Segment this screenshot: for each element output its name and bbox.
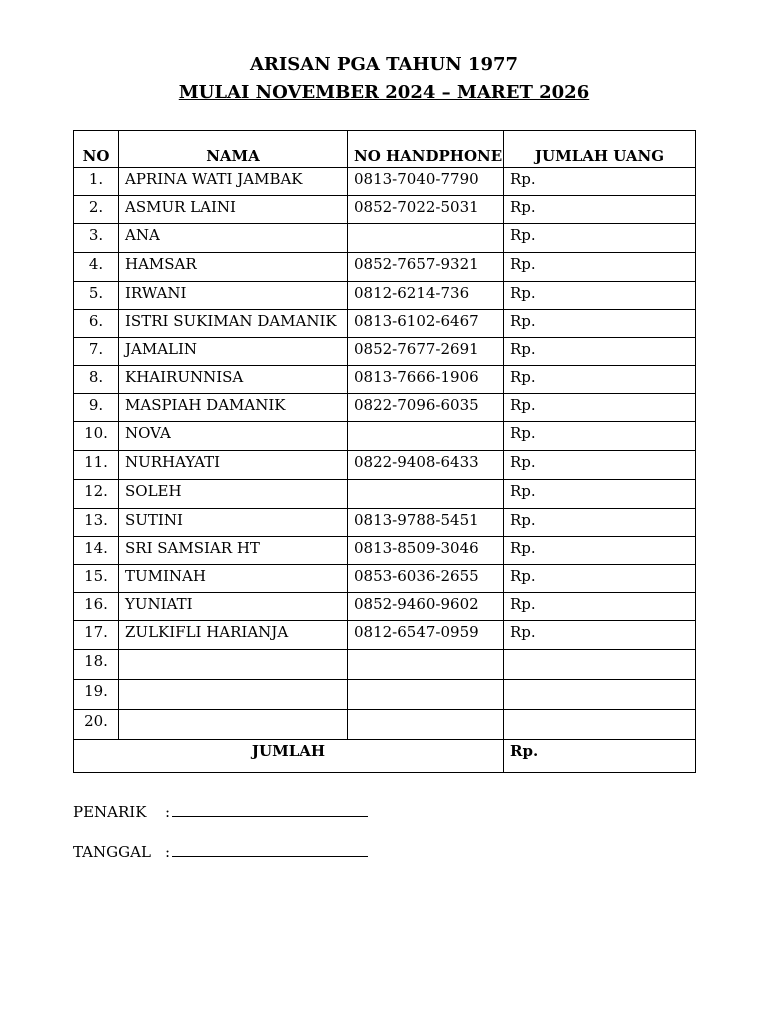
row-no: 3.: [74, 224, 119, 253]
row-jumlah-uang: Rp.: [504, 394, 696, 422]
row-nama: [119, 680, 348, 710]
document-subtitle-text: MULAI NOVEMBER 2024 – MARET 2026: [178, 82, 590, 103]
table-row: [74, 196, 696, 224]
row-no-handphone: [348, 480, 504, 509]
table-row: [74, 710, 696, 740]
penarik-field: [73, 802, 368, 822]
table-row: [74, 680, 696, 710]
table-row: [74, 422, 696, 451]
row-nama: ZULKIFLI HARIANJA: [119, 621, 348, 650]
row-no: 19.: [74, 680, 119, 710]
table-row: [74, 509, 696, 537]
tanggal-separator: :: [165, 843, 171, 861]
table-body: [74, 168, 696, 740]
total-row: [74, 740, 696, 773]
row-no: 2.: [74, 196, 119, 224]
row-jumlah-uang: [504, 710, 696, 740]
tanggal-label: TANGGAL: [73, 843, 151, 861]
row-nama: SOLEH: [119, 480, 348, 509]
row-no: 10.: [74, 422, 119, 451]
tanggal-date-line[interactable]: [172, 842, 368, 857]
header-nama: NAMA: [119, 131, 348, 168]
header-no-handphone: NO HANDPHONE: [348, 131, 504, 168]
row-no-handphone: [348, 650, 504, 680]
penarik-separator: :: [165, 803, 171, 821]
table-row: [74, 565, 696, 593]
row-no: 7.: [74, 338, 119, 366]
row-nama: NURHAYATI: [119, 451, 348, 480]
row-nama: [119, 710, 348, 740]
header-jumlah-uang: JUMLAH UANG: [504, 131, 696, 168]
row-no: 15.: [74, 565, 119, 593]
table-header-row: [74, 131, 696, 168]
row-no: 18.: [74, 650, 119, 680]
table-row: [74, 338, 696, 366]
table-row: [74, 451, 696, 480]
row-nama: TUMINAH: [119, 565, 348, 593]
row-nama: APRINA WATI JAMBAK: [119, 168, 348, 196]
row-no: 14.: [74, 537, 119, 565]
row-jumlah-uang: Rp.: [504, 224, 696, 253]
table-row: [74, 537, 696, 565]
table-row: [74, 480, 696, 509]
row-no-handphone: 0822-9408-6433: [348, 451, 504, 480]
row-no-handphone: [348, 224, 504, 253]
row-no-handphone: [348, 422, 504, 451]
row-no-handphone: 0813-7040-7790: [348, 168, 504, 196]
header-no: NO: [74, 131, 119, 168]
row-no: 16.: [74, 593, 119, 621]
arisan-table: [73, 130, 696, 773]
table-row: [74, 593, 696, 621]
row-nama: ANA: [119, 224, 348, 253]
row-no: 1.: [74, 168, 119, 196]
row-jumlah-uang: Rp.: [504, 565, 696, 593]
row-jumlah-uang: Rp.: [504, 621, 696, 650]
row-no-handphone: [348, 710, 504, 740]
row-no-handphone: 0812-6214-736: [348, 282, 504, 310]
penarik-signature-line[interactable]: [172, 802, 368, 817]
row-no-handphone: 0813-7666-1906: [348, 366, 504, 394]
row-jumlah-uang: Rp.: [504, 196, 696, 224]
row-nama: ASMUR LAINI: [119, 196, 348, 224]
row-nama: MASPIAH DAMANIK: [119, 394, 348, 422]
row-no: 17.: [74, 621, 119, 650]
row-no-handphone: 0852-7677-2691: [348, 338, 504, 366]
row-nama: ISTRI SUKIMAN DAMANIK: [119, 310, 348, 338]
row-no: 6.: [74, 310, 119, 338]
row-no-handphone: [348, 680, 504, 710]
row-nama: HAMSAR: [119, 253, 348, 282]
row-nama: YUNIATI: [119, 593, 348, 621]
penarik-label: PENARIK: [73, 803, 147, 821]
table-row: [74, 650, 696, 680]
row-no-handphone: 0852-9460-9602: [348, 593, 504, 621]
row-nama: SUTINI: [119, 509, 348, 537]
row-nama: JAMALIN: [119, 338, 348, 366]
row-nama: KHAIRUNNISA: [119, 366, 348, 394]
row-no-handphone: 0813-8509-3046: [348, 537, 504, 565]
tanggal-field: [73, 842, 368, 862]
table-row: [74, 282, 696, 310]
table-row: [74, 253, 696, 282]
table-row: [74, 394, 696, 422]
table-row: [74, 224, 696, 253]
row-no: 8.: [74, 366, 119, 394]
row-no: 13.: [74, 509, 119, 537]
row-jumlah-uang: Rp.: [504, 168, 696, 196]
document-subtitle: [0, 82, 768, 104]
row-jumlah-uang: Rp.: [504, 253, 696, 282]
row-jumlah-uang: Rp.: [504, 338, 696, 366]
total-label: JUMLAH: [74, 740, 504, 773]
row-jumlah-uang: [504, 650, 696, 680]
row-jumlah-uang: Rp.: [504, 509, 696, 537]
table-row: [74, 310, 696, 338]
row-jumlah-uang: [504, 680, 696, 710]
row-no-handphone: 0813-6102-6467: [348, 310, 504, 338]
document-title: ARISAN PGA TAHUN 1977: [249, 54, 519, 75]
table-row: [74, 168, 696, 196]
row-no-handphone: 0822-7096-6035: [348, 394, 504, 422]
table-row: [74, 366, 696, 394]
row-nama: [119, 650, 348, 680]
row-jumlah-uang: Rp.: [504, 537, 696, 565]
row-no: 9.: [74, 394, 119, 422]
row-jumlah-uang: Rp.: [504, 593, 696, 621]
row-no: 12.: [74, 480, 119, 509]
row-jumlah-uang: Rp.: [504, 282, 696, 310]
table-row: [74, 621, 696, 650]
row-jumlah-uang: Rp.: [504, 480, 696, 509]
row-nama: NOVA: [119, 422, 348, 451]
row-no-handphone: 0812-6547-0959: [348, 621, 504, 650]
row-nama: IRWANI: [119, 282, 348, 310]
row-jumlah-uang: Rp.: [504, 310, 696, 338]
total-value: Rp.: [504, 740, 696, 773]
row-no: 11.: [74, 451, 119, 480]
row-jumlah-uang: Rp.: [504, 366, 696, 394]
row-jumlah-uang: Rp.: [504, 422, 696, 451]
row-no-handphone: 0852-7022-5031: [348, 196, 504, 224]
row-nama: SRI SAMSIAR HT: [119, 537, 348, 565]
row-no-handphone: 0852-7657-9321: [348, 253, 504, 282]
row-jumlah-uang: Rp.: [504, 451, 696, 480]
row-no: 4.: [74, 253, 119, 282]
row-no-handphone: 0853-6036-2655: [348, 565, 504, 593]
row-no: 5.: [74, 282, 119, 310]
row-no: 20.: [74, 710, 119, 740]
row-no-handphone: 0813-9788-5451: [348, 509, 504, 537]
